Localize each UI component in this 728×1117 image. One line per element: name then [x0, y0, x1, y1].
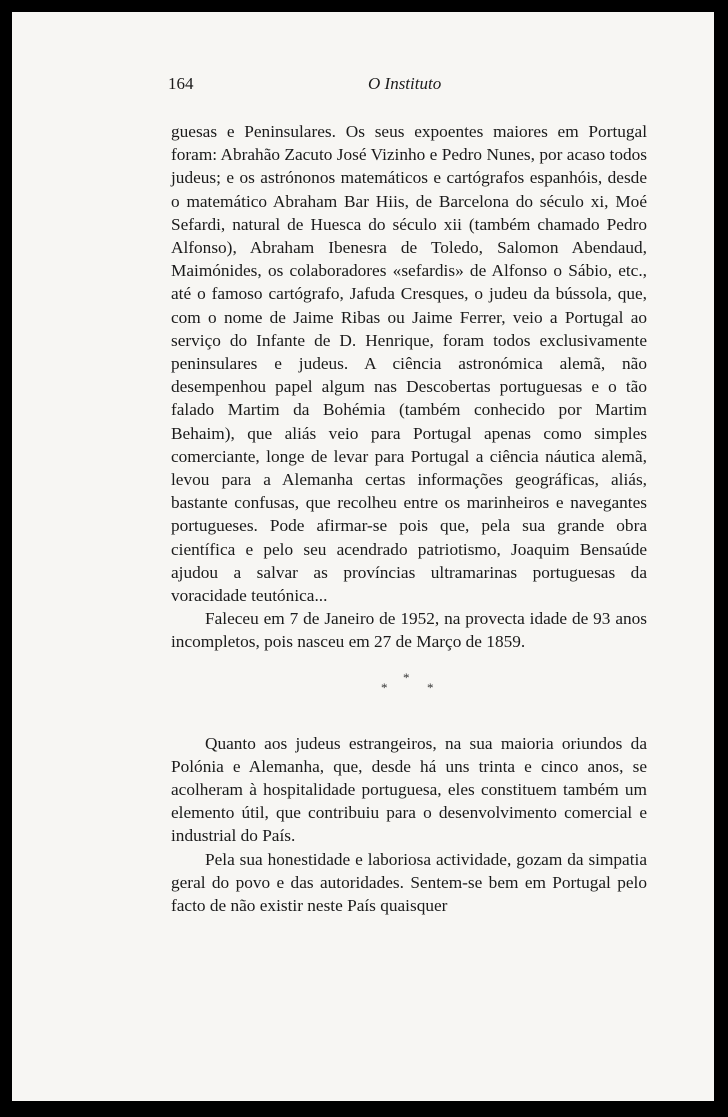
paragraph-foreign-jews: Quanto aos judeus estrangeiros, na sua maioria oriundos da Polónia e Alemanha, que, desde há uns trinta e cinco anos, se acolheram à hospitalidade portuguesa, eles constituem também um elemento útil, que contribuiu para o desenvolvimento comercial e industrial do País.	[171, 733, 647, 846]
running-title: O Instituto	[368, 74, 442, 93]
paragraph-death: Faleceu em 7 de Janeiro de 1952, na provecta idade de 93 anos incompletos, pois nasceu em 27 de Março de 1859.	[171, 609, 647, 652]
paragraph-honesty: Pela sua honestidade e laboriosa actividade, gozam da simpatia geral do povo e das autoridades. Sentem-se bem em Portugal pelo facto de não existir neste País quaisquer	[171, 849, 647, 916]
page-number: 164	[168, 74, 194, 93]
asterism-star: *	[381, 679, 388, 695]
asterism-star: *	[403, 669, 410, 685]
paragraph-continued: guesas e Peninsulares. Os seus expoentes maiores em Portugal foram: Abrahão Zacuto José Vizinho e Pedro Nunes, por acaso todos judeus; e os astrónonos matemáticos e cartógrafos espanhóis, desde o matemático Abraham Bar Hiis, de Barcelona do século xi, Moé Sefardi, natural de Huesca do século xii (também chamado Pedro Alfonso), Abraham Ibenesra de Toledo, Salomon Abendaud, Maimónides, os colaboradores «sefardis» de Alfonso o Sábio, etc., até o famoso cartógrafo, Jafuda Cresques, o judeu da bússola, que, com o nome de Jaime Ribas ou Jaime Ferrer, veio a Portugal ao serviço do Infante de D. Henrique, foram todos exclusivamente peninsulares e judeus. A ciência astronómica alemã, não desempenhou papel algum nas Descobertas portuguesas e o tão falado Martim da Bohémia (também conhecido por Martim Behaim), que aliás veio para Portugal apenas como simples comerciante, longe de levar para Portugal a ciência náutica alemã, levou para a Alemanha certas informações geográficas, aliás, bastante confusas, que recolheu entre os marinheiros e navegantes portugueses. Pode afirmar-se pois que, pela sua grande obra científica e pelo seu acendrado patriotismo, Joaquim Bensaúde ajudou a salvar as províncias ultramarinas portuguesas da voracidade teutónica...	[171, 122, 647, 606]
body-text	[171, 120, 647, 917]
section-break-asterism	[171, 654, 647, 726]
asterism-star: *	[427, 679, 434, 695]
book-page	[12, 12, 714, 1101]
running-head	[12, 74, 714, 98]
